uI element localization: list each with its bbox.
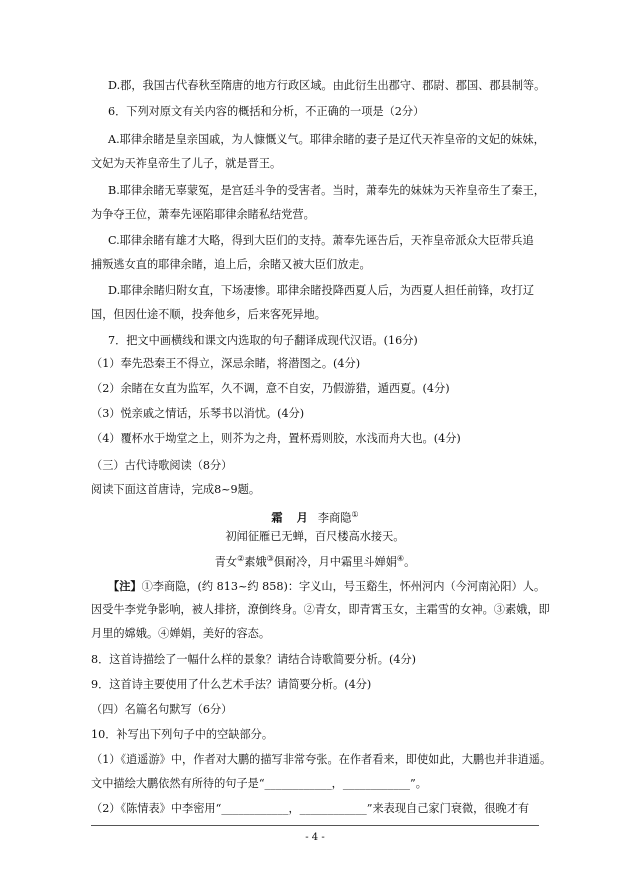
q10-1-blank-1: ____________	[264, 777, 332, 790]
q6-option-c-line1: C.耶律余睹有雄才大略，得到大臣们的支持。萧奉先诬告后，天祚皇帝派众大臣带兵追	[108, 234, 534, 247]
q10-2-blank-2: ____________	[299, 802, 367, 815]
note-label: 【注】	[108, 579, 142, 593]
poem-note-2: ②	[237, 554, 245, 563]
page-number: - 4 -	[305, 832, 325, 843]
question-9: 9．这首诗主要使用了什么艺术手法？请简要分析。(4分)	[91, 678, 372, 691]
q6-option-d-line2: 国，但因仕途不顺，投奔他乡，后来客死异地。	[91, 308, 326, 321]
q10-item-1-line2	[91, 776, 427, 792]
question-7: 7．把文中画横线和课文内选取的句子翻译成现代汉语。(16分)	[108, 334, 418, 347]
q7-item-3: （3）悦亲戚之情话，乐琴书以消忧。(4分)	[91, 407, 305, 420]
section-4-heading: （四）名篇名句默写（6分）	[91, 703, 233, 716]
section-3-intro: 阅读下面这首唐诗，完成8~9题。	[91, 483, 261, 496]
poem-line2-c: 俱耐冷，月中霜里斗婵娟	[273, 555, 397, 569]
q10-1-sep: ，	[331, 777, 343, 790]
footer-divider	[91, 825, 539, 826]
question-8: 8．这首诗描绘了一幅什么样的景象？请结合诗歌简要分析。(4分)	[91, 653, 417, 666]
poem-author: 李商隐	[317, 511, 352, 525]
note-line-3: 月里的嫦娥。④婵娟，美好的容态。	[91, 627, 271, 640]
note-line-2: 因受牛李党争影响，被人排挤，潦倒终身。②青女，即青霄玉女，主霜雪的女神。③素娥，即	[91, 603, 550, 616]
poem-note-4: ④	[396, 554, 405, 563]
question-10: 10．补写出下列句子中的空缺部分。	[91, 728, 274, 741]
poem-line2-d: 。	[404, 555, 416, 569]
poem-author-note: ①	[351, 510, 359, 519]
q10-1-post: ”。	[410, 777, 427, 790]
poem-line2-a: 青女	[214, 555, 238, 569]
note-text-1: ①李商隐，(约 813~约 858)：字义山，号玉谿生，怀州河内（今河南沁阳）人。	[141, 580, 546, 593]
q10-1-blank-2: ____________	[342, 777, 410, 790]
poem-note-3: ③	[266, 554, 274, 563]
q10-2-blank-1: ____________	[221, 802, 289, 815]
q6-option-a-line2: 文妃为天祚皇帝生了儿子，就是晋王。	[91, 157, 282, 170]
poem-line2-b: 素娥	[244, 555, 267, 569]
q7-item-2: （2）余睹在女直为监军，久不调，意不自安，乃假游猎，遁西夏。(4分)	[91, 382, 450, 395]
poem-title-char-1: 霜	[271, 510, 283, 525]
q6-option-b-line1: B.耶律余睹无辜蒙冤，是宫廷斗争的受害者。当时，萧奉先的妹妹为天祚皇帝生了秦王，	[108, 184, 545, 197]
d-option-q5: D.郡，我国古代春秋至隋唐的地方行政区域。由此衍生出郡守、郡尉、郡国、郡县制等。	[108, 79, 546, 92]
q6-option-a-line1: A.耶律余睹是皇亲国戚，为人慷慨义气。耶律余睹的妻子是辽代天祚皇帝的文妃的妹妹，	[108, 133, 545, 146]
question-6: 6．下列对原文有关内容的概括和分析，不正确的一项是（2分）	[108, 105, 425, 118]
q10-2-pre: （2）《陈情表》中李密用“	[91, 802, 222, 815]
note-line-1	[108, 578, 545, 595]
q10-1-pre: 文中描绘大鹏依然有所待的句子是“	[91, 777, 265, 790]
poem-title-char-2: 月	[296, 510, 308, 525]
q7-item-1: （1）奉先恐秦王不得立，深忌余睹，将潜图之。(4分)	[91, 357, 361, 370]
q10-2-post: ”来表现自己家门衰微，很晚才有	[366, 802, 530, 815]
poem-line-1: 初闻征雁已无蝉，百尺楼高水接天。	[225, 530, 405, 543]
q7-item-4: （4）覆杯水于坳堂之上，则芥为之舟，置杯焉则胶，水浅而舟大也。(4分)	[91, 432, 461, 445]
poem-title	[0, 507, 630, 527]
q6-option-d-line1: D.耶律余睹归附女直，下场凄惨。耶律余睹投降西夏人后，为西夏人担任前锋，攻打辽	[108, 284, 535, 297]
q6-option-b-line2: 为争夺王位，萧奉先诬陷耶律余睹私结党营。	[91, 208, 315, 221]
q10-2-sep: ，	[288, 802, 300, 815]
poem-line-2	[0, 551, 630, 571]
q10-item-2	[91, 801, 529, 817]
section-3-heading: （三）古代诗歌阅读（8分）	[91, 459, 233, 472]
q10-item-1-line1: （1）《逍遥游》中，作者对大鹏的描写非常夸张。在作者看来，即使如此，大鹏也并非逍遥。	[91, 753, 552, 766]
q6-option-c-line2: 捕叛逃女直的耶律余睹，追上后，余睹又被大臣们放走。	[91, 258, 371, 271]
